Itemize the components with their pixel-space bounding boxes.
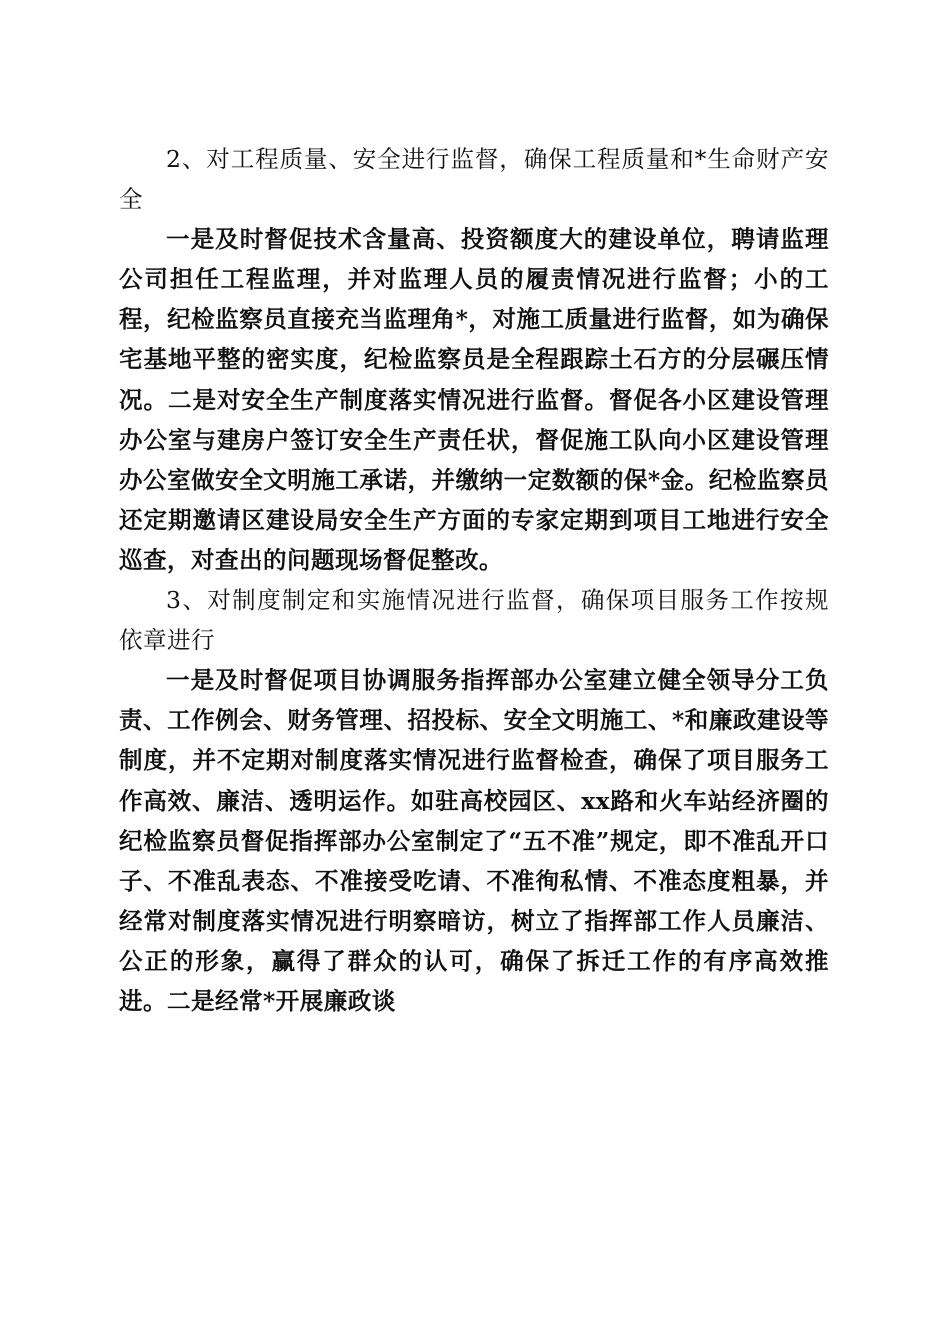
section-heading-3: 3、对制度制定和实施情况进行监督，确保项目服务工作按规依章进行 <box>119 586 829 655</box>
document-body <box>119 139 829 1021</box>
section-body-3: 一是及时督促项目协调服务指挥部办公室建立健全领导分工负责、工作例会、财务管理、招投标、安全文明施工、*和廉政建设等制度，并不定期对制度落实情况进行监督检查，确保了项目服务工作高效、廉洁、透明运作。如驻高校园区、xx路和火车站经济圈的纪检监察员督促指挥部办公室制定了“五不准”规定，即不准乱开口子、不准乱表态、不准接受吃请、不准徇私情、不准态度粗暴，并经常对制度落实情况进行明察暗访，树立了指挥部工作人员廉洁、公正的形象，赢得了群众的认可，确保了拆迁工作的有序高效推进。二是经常*开展廉政谈 <box>119 666 829 1015</box>
section-heading-2: 2、对工程质量、安全进行监督，确保工程质量和*生命财产安全 <box>119 145 829 214</box>
section-body-2: 一是及时督促技术含量高、投资额度大的建设单位，聘请监理公司担任工程监理，并对监理人员的履责情况进行监督；小的工程，纪检监察员直接充当监理角*，对施工质量进行监督，如为确保宅基地平整的密实度，纪检监察员是全程跟踪土石方的分层碾压情况。二是对安全生产制度落实情况进行监督。督促各小区建设管理办公室与建房户签订安全生产责任状，督促施工队向小区建设管理办公室做安全文明施工承诺，并缴纳一定数额的保*金。纪检监察员还定期邀请区建设局安全生产方面的专家定期到项目工地进行安全巡查，对查出的问题现场督促整改。 <box>119 225 829 574</box>
